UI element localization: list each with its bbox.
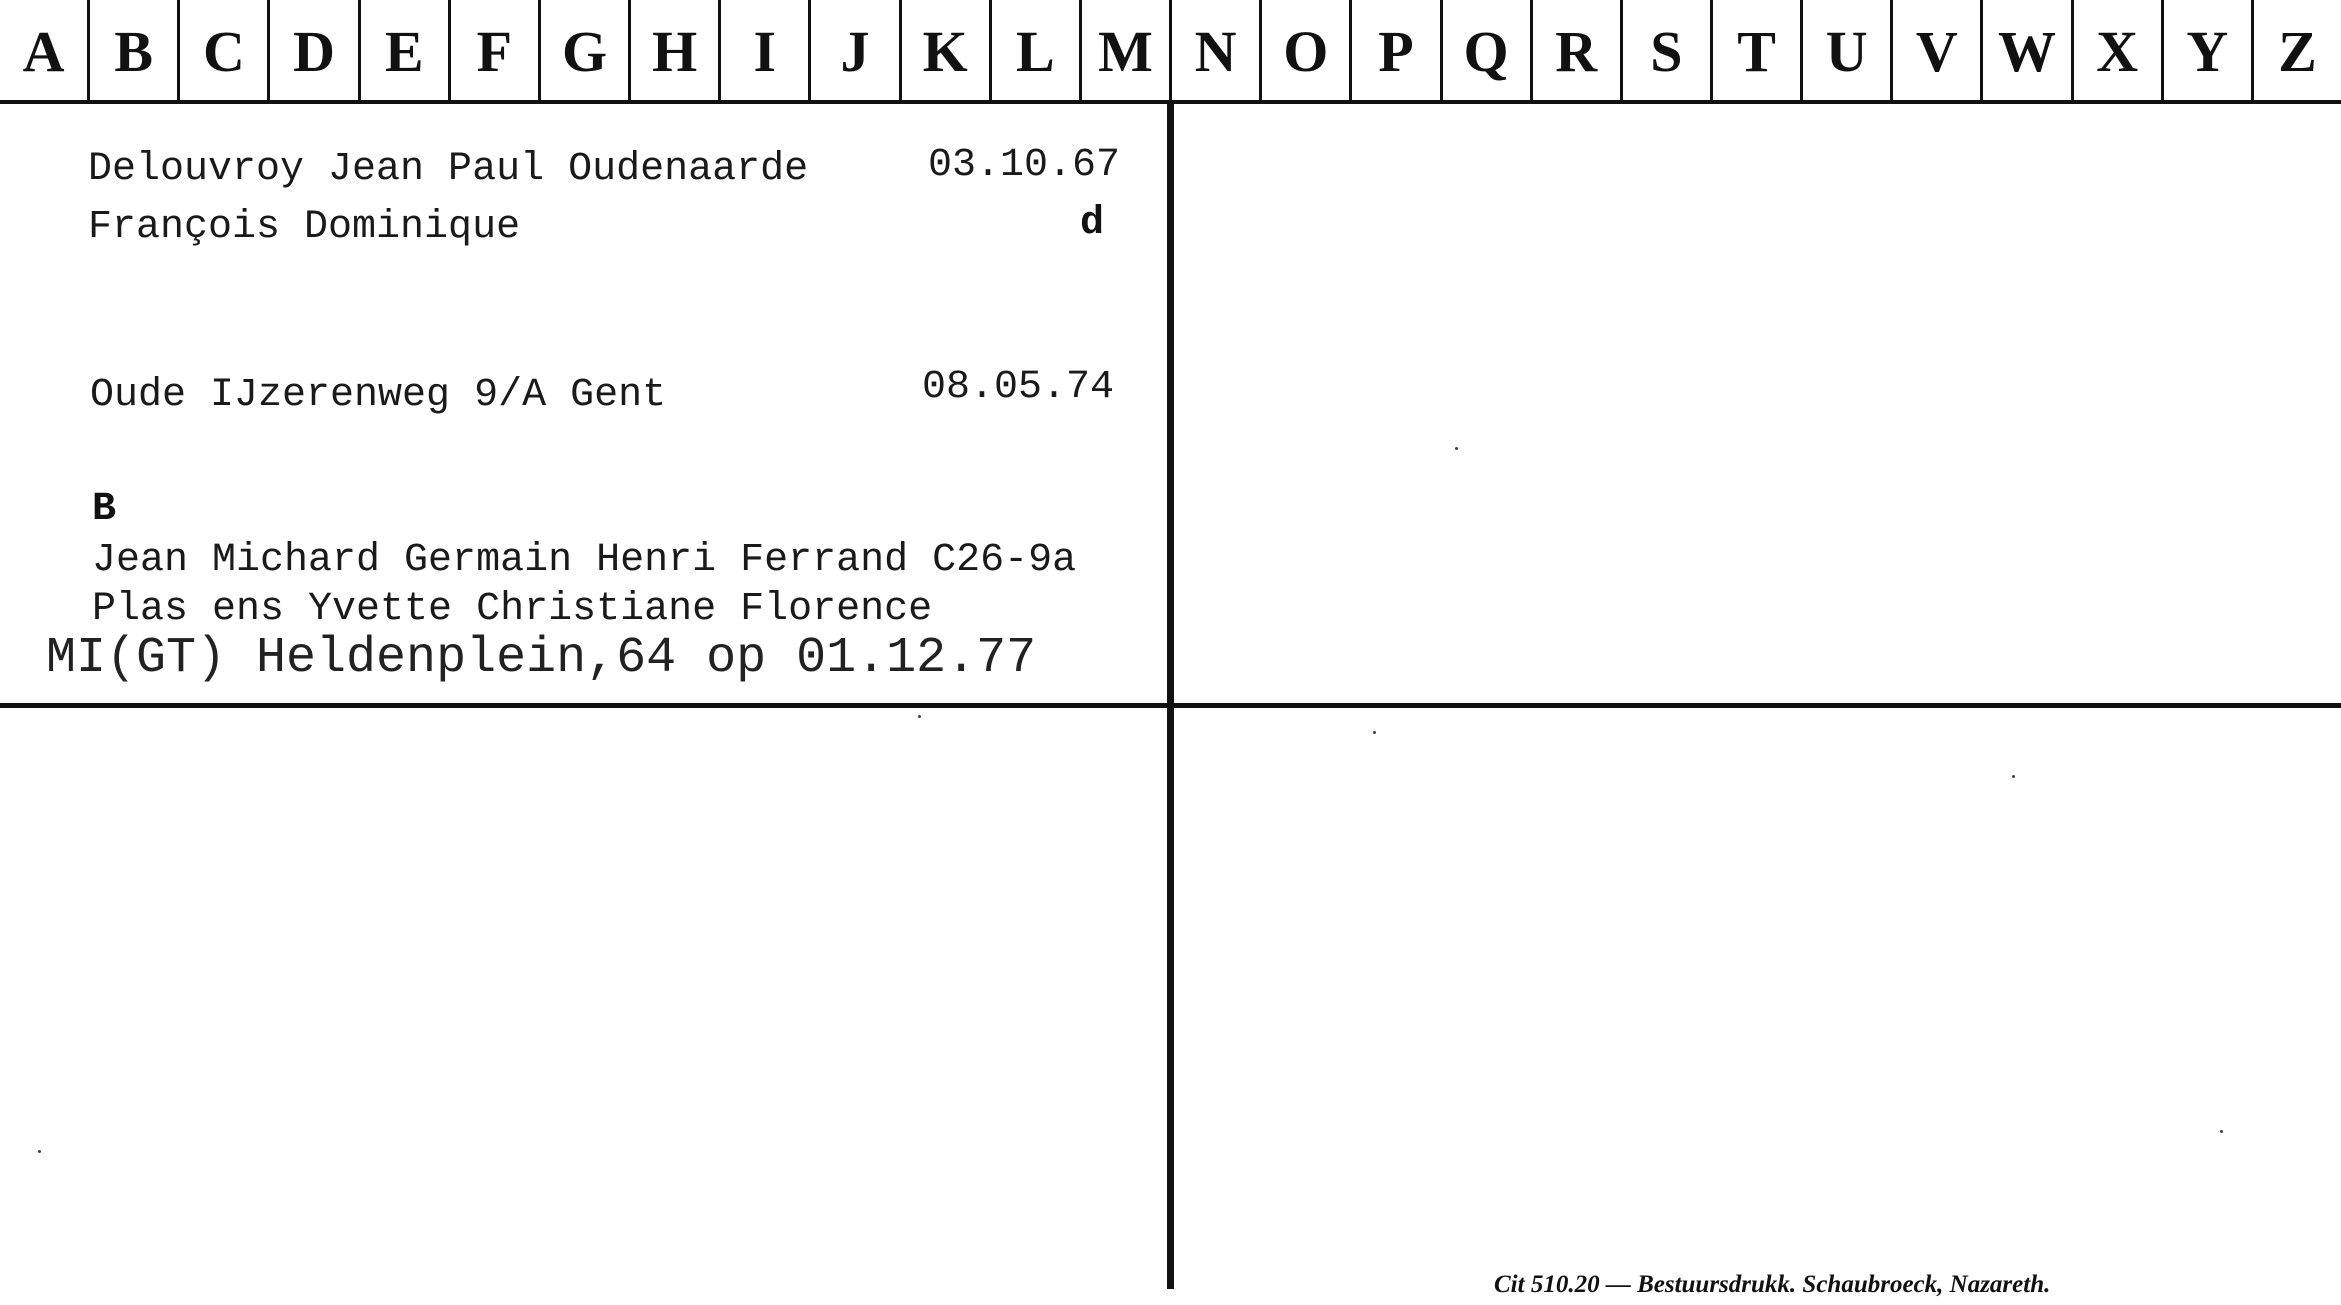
index-letter-t: T bbox=[1710, 0, 1800, 100]
scan-speck bbox=[1373, 731, 1376, 734]
index-letter-a: A bbox=[22, 19, 65, 84]
spouse-line-2: Plas ens Yvette Christiane Florence bbox=[92, 587, 933, 632]
index-letter-s: S bbox=[1620, 0, 1710, 100]
address-date: 08.05.74 bbox=[922, 365, 1115, 410]
index-letter-r: R bbox=[1530, 0, 1620, 100]
index-letter-q: Q bbox=[1440, 0, 1530, 100]
index-letter-b: B bbox=[87, 0, 177, 100]
index-letter-p: P bbox=[1349, 0, 1439, 100]
index-letter-l: L bbox=[989, 0, 1079, 100]
index-letter-n: N bbox=[1169, 0, 1259, 100]
index-letter-u: U bbox=[1800, 0, 1890, 100]
index-letter-k: K bbox=[899, 0, 989, 100]
section-marker: B bbox=[92, 487, 117, 532]
spouse-line-1: Jean Michard Germain Henri Ferrand C26-9a bbox=[92, 538, 1077, 583]
index-letter-h: H bbox=[628, 0, 718, 100]
entry-name-line-2: François Dominique bbox=[88, 205, 521, 250]
index-letter-x: X bbox=[2071, 0, 2161, 100]
address-line: Oude IJzerenweg 9/A Gent bbox=[90, 373, 667, 418]
index-letter-z: Z bbox=[2251, 0, 2341, 100]
scan-speck bbox=[918, 715, 921, 718]
index-letter-c: C bbox=[177, 0, 267, 100]
vertical-divider bbox=[1167, 104, 1174, 1289]
index-letter-d: D bbox=[267, 0, 357, 100]
index-letter-w: W bbox=[1980, 0, 2070, 100]
alphabet-index-header bbox=[0, 0, 2341, 104]
index-letter-f: F bbox=[448, 0, 538, 100]
scan-speck bbox=[2220, 1130, 2223, 1133]
index-letter-j: J bbox=[808, 0, 898, 100]
index-letter-i: I bbox=[718, 0, 808, 100]
index-letter-e: E bbox=[358, 0, 448, 100]
entry-name-line-1: Delouvroy Jean Paul Oudenaarde bbox=[88, 147, 809, 192]
index-letter-m: M bbox=[1079, 0, 1169, 100]
index-letter-g: G bbox=[538, 0, 628, 100]
scan-speck bbox=[1455, 447, 1458, 450]
index-letter-o: O bbox=[1259, 0, 1349, 100]
entry-code: d bbox=[1080, 201, 1105, 246]
scan-speck bbox=[38, 1150, 41, 1153]
index-letter-y: Y bbox=[2161, 0, 2251, 100]
entry-date-1: 03.10.67 bbox=[928, 143, 1121, 188]
move-note: MI(GT) Heldenplein,64 op 01.12.77 bbox=[46, 630, 1037, 687]
index-letter-v: V bbox=[1890, 0, 1980, 100]
printer-footer: Cit 510.20 — Bestuursdrukk. Schaubroeck, Nazareth. bbox=[1494, 1271, 2051, 1298]
horizontal-divider bbox=[0, 703, 2341, 708]
scan-speck bbox=[2012, 775, 2015, 778]
